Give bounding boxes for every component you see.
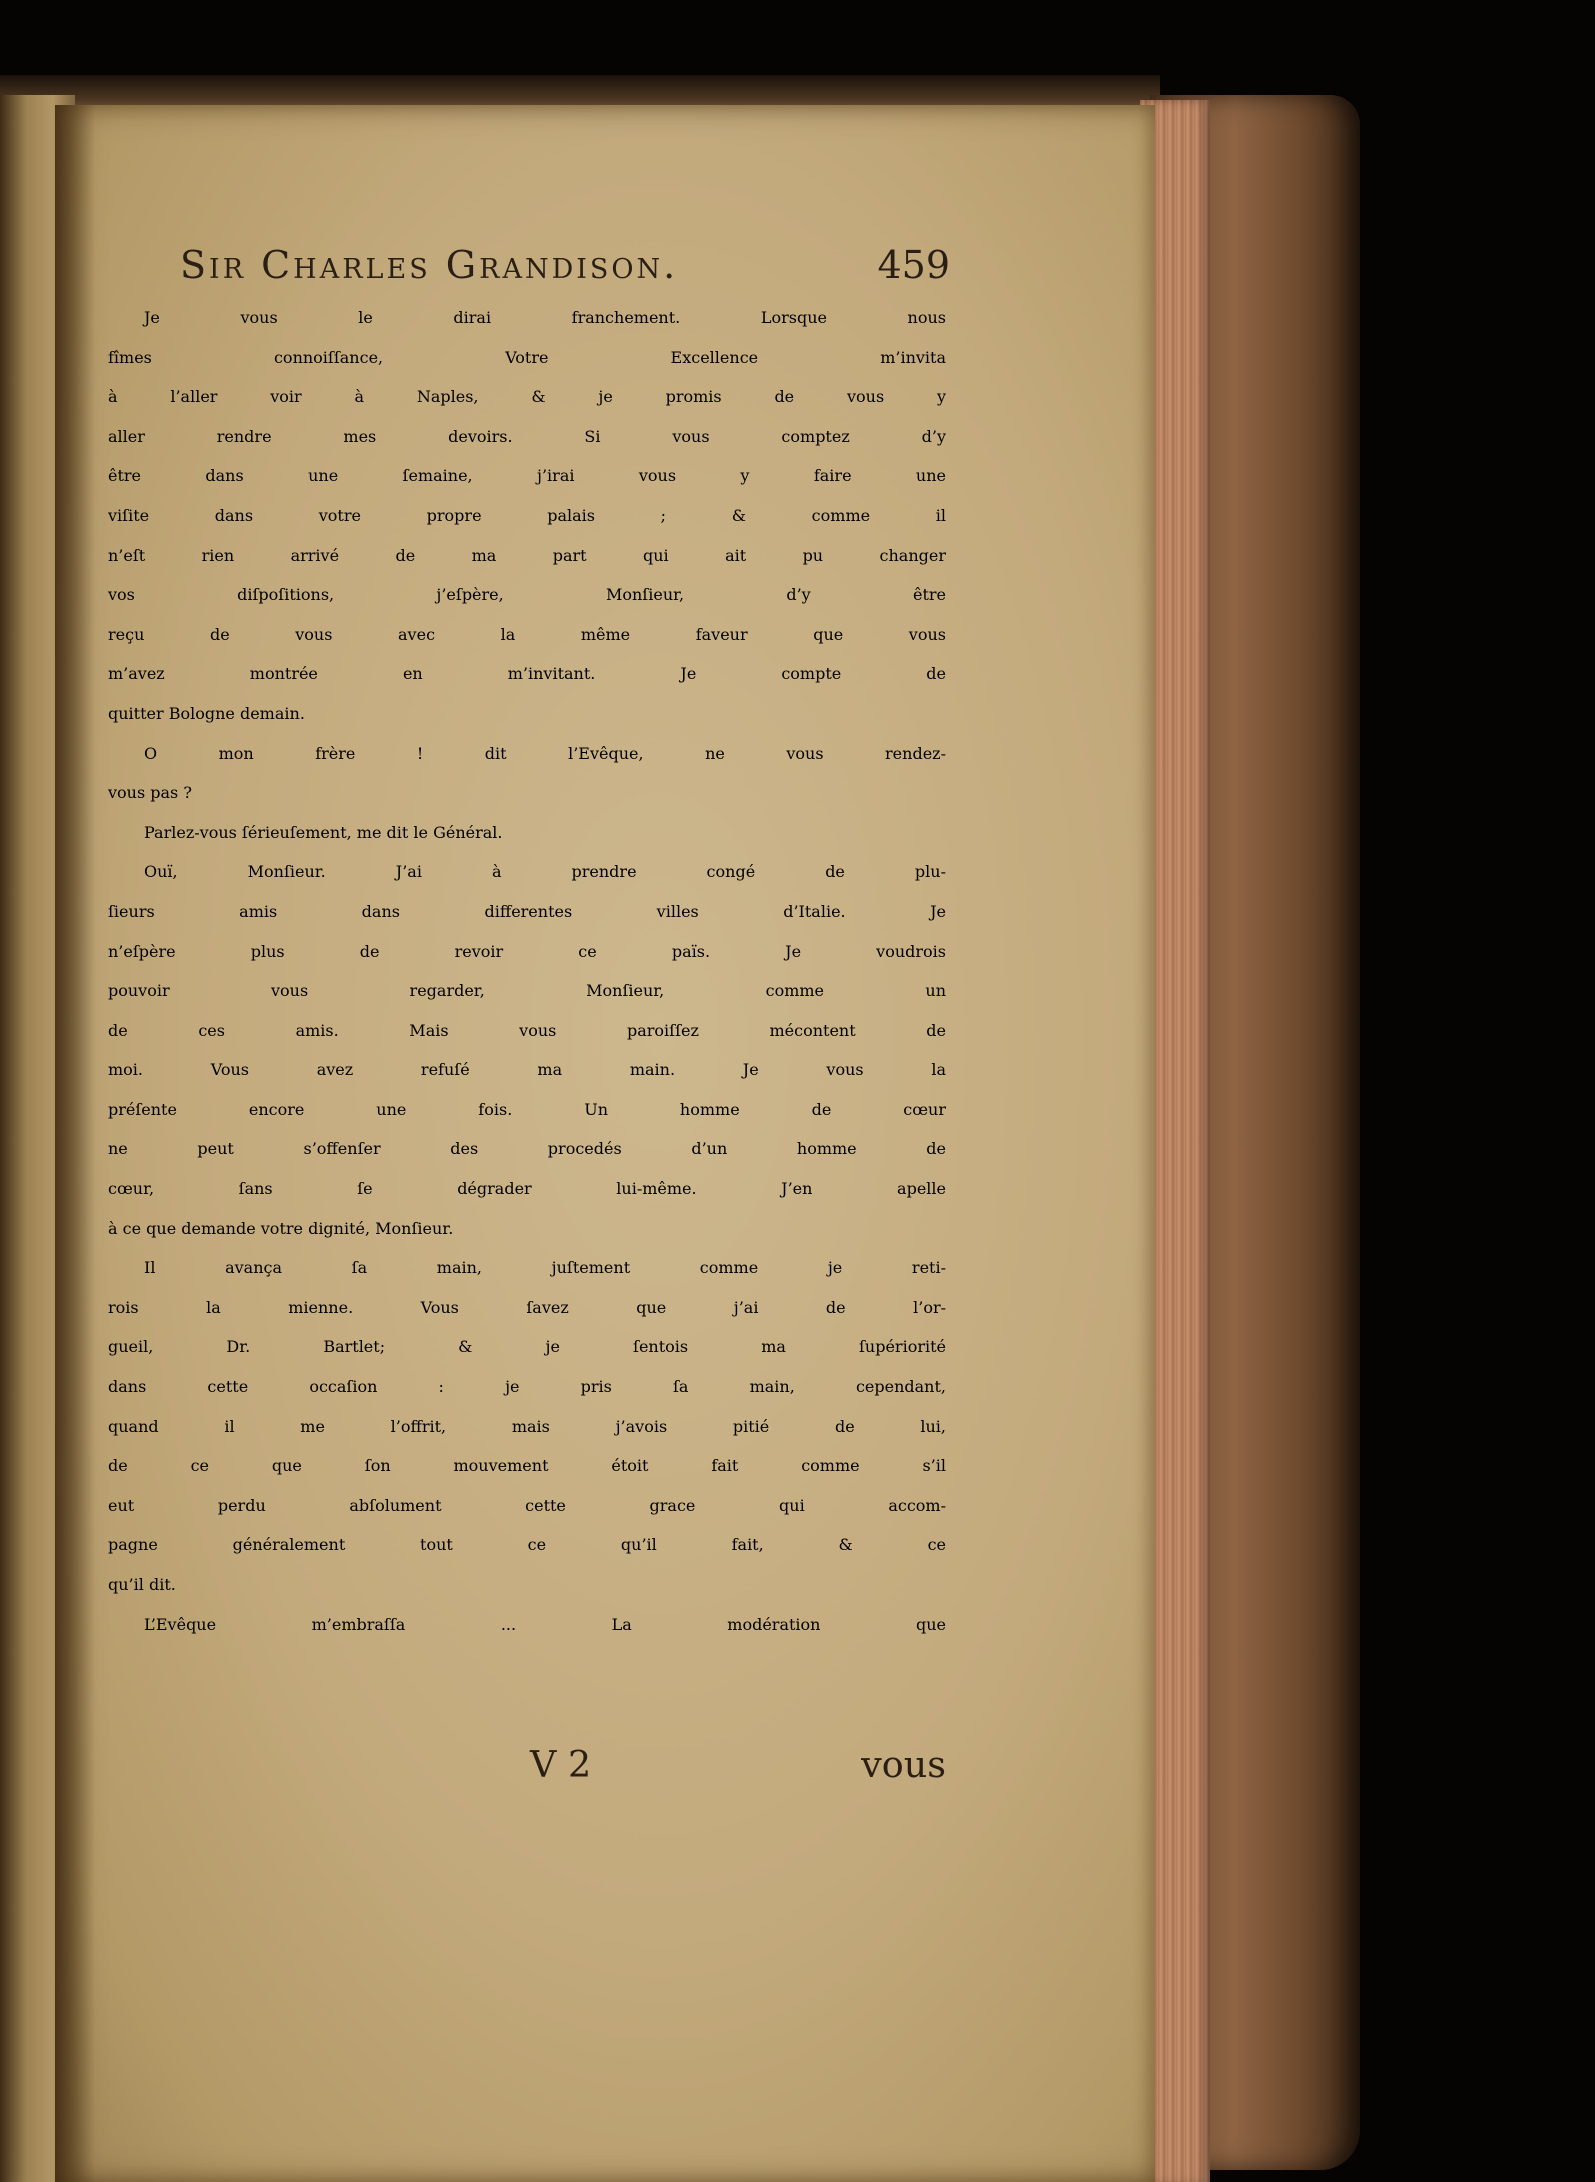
body-text <box>108 308 946 1654</box>
text-line: Il avança ſa main, juſtement comme je reti- <box>144 1258 946 1278</box>
page-number: 459 <box>877 243 950 287</box>
catchword: vous <box>861 1743 946 1786</box>
text-line: pouvoir vous regarder, Monſieur, comme un <box>108 981 946 1001</box>
text-line: préſente encore une fois. Un homme de cœur <box>108 1099 946 1119</box>
text-line: moi. Vous avez refuſé ma main. Je vous la <box>108 1060 946 1080</box>
running-title: Sir Charles Grandison. <box>180 243 679 287</box>
text-line: vous pas ? <box>108 783 192 803</box>
text-line: L’Evêque m’embraſſa ... La modération que <box>144 1614 946 1634</box>
gutter-shadow <box>55 105 95 2182</box>
signature-mark: V 2 <box>530 1743 592 1786</box>
text-line: gueil, Dr. Bartlet; & je ſentois ma ſupériorité <box>108 1337 946 1357</box>
page-footer <box>108 1743 946 1787</box>
text-line: de ce que ſon mouvement étoit fait comme s’il <box>108 1456 946 1476</box>
text-line: cœur, ſans ſe dégrader lui-même. J’en apelle <box>108 1179 946 1199</box>
text-line: à l’aller voir à Naples, & je promis de vous y <box>108 387 946 407</box>
text-line: ne peut s’offenſer des procedés d’un homme de <box>108 1139 946 1159</box>
text-line: vos diſpoſitions, j’eſpère, Monſieur, d’y être <box>108 585 946 605</box>
text-line: pagne généralement tout ce qu’il fait, & ce <box>108 1535 946 1555</box>
text-line: de ces amis. Mais vous paroiſſez mécontent de <box>108 1020 946 1040</box>
text-line: quitter Bologne demain. <box>108 703 305 723</box>
text-line: qu’il dit. <box>108 1575 176 1594</box>
text-line: reçu de vous avec la même faveur que vous <box>108 624 946 644</box>
text-line: viſite dans votre propre palais ; & comme il <box>108 505 946 525</box>
text-line: n’eſt rien arrivé de ma part qui ait pu changer <box>108 545 946 565</box>
text-line: O mon frère ! dit l’Evêque, ne vous rendez- <box>144 743 946 763</box>
text-line: à ce que demande votre dignité, Monſieur. <box>108 1218 454 1238</box>
text-line: Parlez-vous ſérieuſement, me dit le Général. <box>144 822 503 842</box>
text-line: quand il me l’offrit, mais j’avois pitié de lui, <box>108 1416 946 1436</box>
text-line: Ouï, Monſieur. J’ai à prendre congé de plu- <box>144 862 946 882</box>
text-line: eut perdu abſolument cette grace qui accom- <box>108 1495 946 1515</box>
running-header <box>180 243 950 293</box>
text-line: m’avez montrée en m’invitant. Je compte de <box>108 664 946 684</box>
text-line: n’eſpère plus de revoir ce païs. Je voudrois <box>108 941 946 961</box>
text-line: aller rendre mes devoirs. Si vous comptez d’y <box>108 426 946 446</box>
text-line: fîmes connoiſſance, Votre Excellence m’invita <box>108 347 946 367</box>
text-line: ſieurs amis dans differentes villes d’Italie. Je <box>108 901 946 921</box>
text-line: dans cette occaſion : je pris ſa main, cependant, <box>108 1377 946 1397</box>
text-line: Je vous le dirai franchement. Lorsque nous <box>144 308 946 327</box>
text-line: être dans une ſemaine, j’irai vous y faire une <box>108 466 946 486</box>
text-line: rois la mienne. Vous ſavez que j’ai de l’or- <box>108 1297 946 1317</box>
